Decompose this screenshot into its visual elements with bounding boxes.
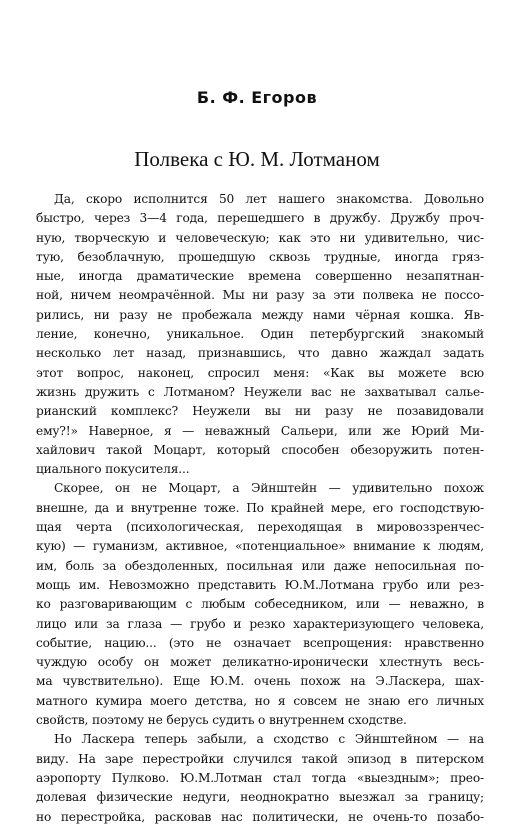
text-line: Но Ласкера теперь забыли, а сходство с Эйнштейном — на — [54, 732, 484, 747]
text-line: событие, нацию... (это не означает всепрощения: нравственно — [36, 635, 484, 650]
text-line: рились, ни разу не пробежала между нами чёрная кошка. Яв- — [36, 307, 484, 322]
paragraph — [36, 479, 484, 730]
text-line: рианский комплекс? Неужели вы ни разу не позавидовали — [36, 404, 484, 419]
text-line: кую) — гуманизм, активное, «потенциальное» внимание к людям, — [36, 539, 484, 554]
text-line: тую, безоблачную, прошедшую сквозь трудные, иногда гряз- — [36, 249, 484, 264]
text-line: свойств, поэтому не берусь судить о внутреннем сходстве. — [36, 713, 407, 728]
text-line: долевая физические недуги, неоднократно выезжал за границу; — [36, 790, 484, 805]
text-line: циального покусителя... — [36, 462, 190, 477]
text-line: ма чувствительно). Еще Ю.М. очень похож на Э.Ласкера, шах- — [36, 674, 484, 689]
text-line: ко разговаривающим с любым собеседником, или — неважно, в — [36, 597, 484, 612]
text-line: чуждую особу он может деликатно-иронически хлестнуть весь- — [36, 655, 484, 670]
text-line: но перестройка, расковав нас политически, не очень-то позабо- — [36, 809, 484, 824]
text-line: несколько лет назад, признавшись, что давно жаждал задать — [36, 346, 484, 361]
text-line: жизнь дружить с Лотманом? Неужели вас не захватывал салье- — [36, 384, 484, 399]
text-line: матного кумира моего детства, но я совсем не знаю его личных — [36, 693, 484, 708]
text-line: хайлович такой Моцарт, который способен обезоружить потен- — [36, 442, 484, 457]
text-line: мощь им. Невозможно представить Ю.М.Лотмана грубо или рез- — [36, 577, 484, 592]
text-line: ной, ничем неомрачённой. Мы ни разу за эти полвека не поссо- — [36, 288, 484, 303]
text-line: ление, конечно, уникальное. Один петербургский знакомый — [36, 327, 484, 342]
text-line: внешне, да и внутренне тоже. По крайней мере, его господствую- — [36, 500, 484, 515]
text-line: Скорее, он не Моцарт, а Эйнштейн — удивительно похож — [54, 481, 484, 496]
text-line: быстро, через 3—4 года, перешедшего в дружбу. Дружбу проч- — [36, 211, 484, 226]
article-title: Полвека с Ю. М. Лотманом — [134, 147, 380, 171]
text-line: лицо или за глаза — грубо и резко характеризующего человека, — [36, 616, 484, 631]
text-line: им, боль за обездоленных, посильная или даже непосильная по- — [36, 558, 484, 573]
text-line: аэропорту Пулково. Ю.М.Лотман стал тогда «выездным»; прео- — [36, 770, 484, 785]
text-line: этот вопрос, наконец, спросил меня: «Как вы можете всю — [36, 365, 484, 380]
article-body — [36, 190, 484, 827]
text-line: щая черта (психологическая, переходящая в мировоззренчес- — [36, 520, 484, 535]
text-line: ные, иногда драматические времена совершенно незапятнан- — [36, 269, 484, 284]
text-line: виду. На заре перестройки случился такой эпизод в питерском — [36, 751, 484, 766]
text-line: ему?!» Наверное, я — неважный Сальери, или же Юрий Ми- — [36, 423, 484, 438]
text-line: Да, скоро исполнится 50 лет нашего знакомства. Довольно — [54, 192, 484, 206]
text-line: ную, творческую и человеческую; как это ни удивительно, чис- — [36, 230, 484, 245]
paragraph — [36, 190, 484, 479]
paragraph — [36, 730, 484, 826]
author-name: Б. Ф. Егоров — [196, 88, 318, 107]
